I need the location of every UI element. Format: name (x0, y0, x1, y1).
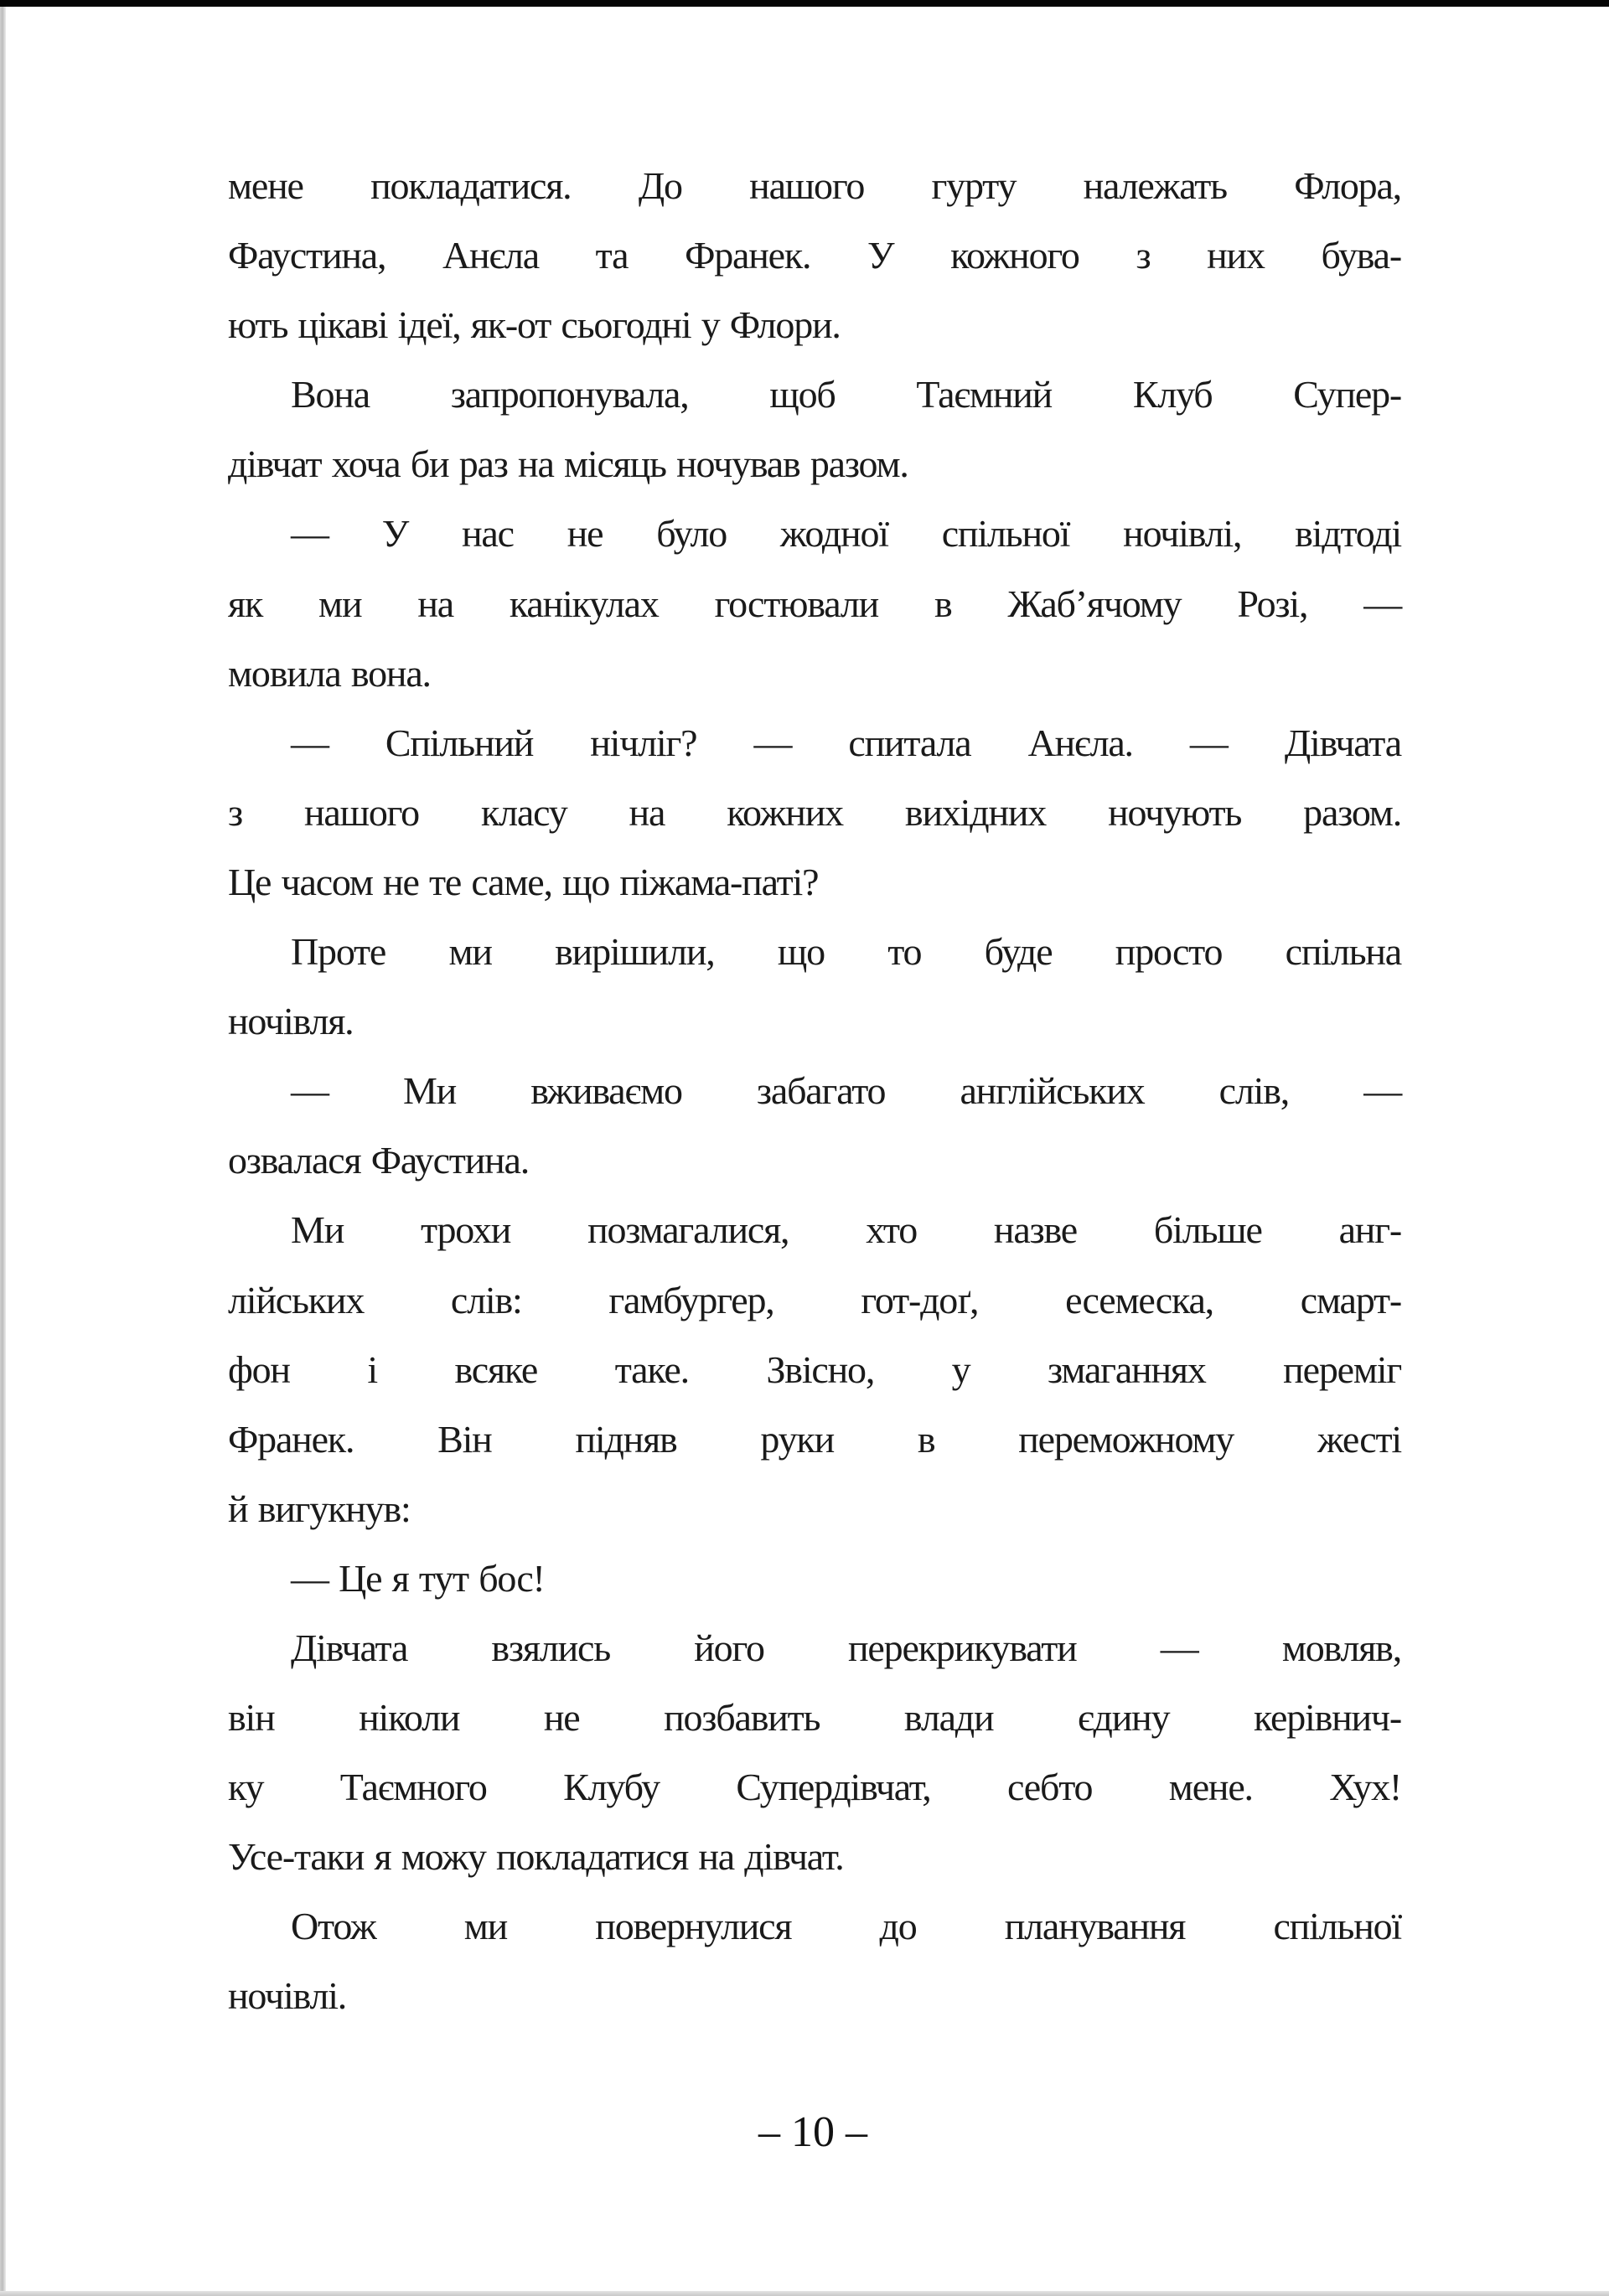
text-line: Отож ми повернулися до планування спільної (291, 1905, 1401, 1948)
book-page-text (228, 151, 1401, 2031)
text-line: дівчат хоча би раз на місяць ночував разом. (228, 442, 908, 486)
text-line: він ніколи не позбавить влади єдину керівнич- (228, 1696, 1401, 1740)
text-line: ночівлі. (228, 1974, 347, 2018)
text-line: ночівля. (228, 1000, 354, 1043)
text-line: — Спільний нічліг? — спитала Анєла. — Дівчата (291, 721, 1401, 764)
text-line: Фаустина, Анєла та Франек. У кожного з них бува- (228, 234, 1401, 277)
text-line: Франек. Він підняв руки в переможному жесті (228, 1417, 1401, 1461)
text-line: як ми на канікулах гостювали в Жаб’ячому Розі, — (228, 582, 1401, 625)
text-line: Дівчата взялись його перекрикувати — мовляв, (291, 1626, 1401, 1669)
text-line: ку Таємного Клубу Супердівчат, себто мене. Хух! (228, 1766, 1401, 1809)
text-line: Проте ми вирішили, що то буде просто спільна (291, 930, 1401, 974)
text-line: — У нас не було жодної спільної ночівлі, відтоді (291, 512, 1401, 556)
text-line: й вигукнув: (228, 1487, 411, 1530)
text-line: озвалася Фаустина. (228, 1139, 530, 1182)
text-line: з нашого класу на кожних вихідних ночують разом. (228, 790, 1401, 834)
text-line: Це часом не те саме, що піжама-паті? (228, 860, 819, 903)
text-line: ють цікаві ідеї, як-от сьогодні у Флори. (228, 303, 841, 347)
page-number: – 10 – (758, 2108, 867, 2156)
text-line: мовила вона. (228, 651, 431, 695)
text-line: Усе-таки я можу покладатися на дівчат. (228, 1835, 844, 1879)
text-line: Вона запропонувала, щоб Таємний Клуб Супер- (291, 373, 1401, 416)
text-line: — Це я тут бос! (291, 1556, 545, 1600)
viewer-top-bar (0, 0, 1609, 7)
text-line: лійських слів: гамбургер, гот-доґ, есемеска, смарт- (228, 1278, 1401, 1321)
text-line: фон і всяке таке. Звісно, у змаганнях переміг (228, 1347, 1401, 1391)
text-line: мене покладатися. До нашого гурту належать Флора, (228, 164, 1401, 207)
page-left-edge (0, 7, 6, 2296)
viewer-bottom-bar (0, 2291, 1609, 2296)
text-line: Ми трохи позмагалися, хто назве більше анг- (291, 1208, 1401, 1252)
text-line: — Ми вживаємо забагато англійських слів, — (291, 1069, 1401, 1113)
